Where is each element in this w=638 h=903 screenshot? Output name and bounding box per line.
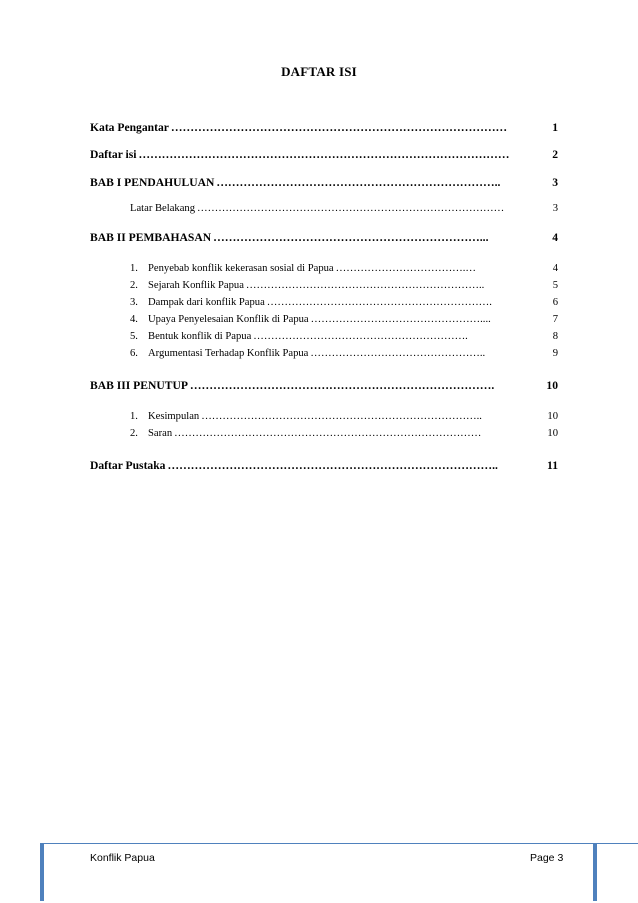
toc-page-number: 5 — [552, 280, 558, 291]
toc-page-number: 9 — [552, 348, 558, 359]
toc-leader: ………………………………………………………. — [266, 297, 492, 308]
toc-entry-daftar-pustaka[interactable] — [90, 459, 558, 475]
toc-leader: ………………………………………….... — [310, 314, 491, 325]
toc-entry-label: Argumentasi Terhadap Konflik Papua — [148, 348, 309, 359]
toc-leader: ……………………………………………………………………. — [189, 379, 495, 392]
toc-page-number: 10 — [547, 411, 558, 422]
toc-entry-label: Dampak dari konflik Papua — [148, 297, 265, 308]
footer-divider — [40, 843, 638, 844]
toc-leader: …………………………………………………………………………… — [197, 203, 505, 214]
toc-entry-number: 3. — [130, 297, 138, 308]
toc-entry-bab-2[interactable] — [90, 231, 558, 247]
toc-page-number: 8 — [552, 331, 558, 342]
toc-entry-bab-3[interactable] — [90, 379, 558, 395]
toc-leader: ……………………………………………………………... — [213, 231, 489, 244]
toc-entry-label: Saran — [148, 428, 173, 439]
toc-entry-label: Kata Pengantar — [90, 121, 169, 134]
toc-leader: …………………………………………………………………………… — [170, 121, 508, 134]
toc-entry-label: Latar Belakang — [130, 203, 196, 214]
footer-document-title: Konflik Papua — [90, 852, 155, 864]
toc-entry-label: Penyebab konflik kekerasan sosial di Papua — [148, 263, 334, 274]
toc-page-number: 1 — [552, 121, 558, 134]
toc-page-number: 4 — [552, 263, 558, 274]
toc-entry-latar-belakang[interactable] — [130, 203, 558, 219]
toc-entry-label: Kesimpulan — [148, 411, 200, 422]
toc-page-number: 11 — [547, 459, 558, 472]
toc-page-number: 10 — [547, 428, 558, 439]
toc-entry-label: BAB III PENUTUP — [90, 379, 188, 392]
toc-page-number: 3 — [552, 176, 558, 189]
toc-page-number: 4 — [552, 231, 558, 244]
toc-leader: ……………………………………………………. — [253, 331, 468, 342]
toc-page-number: 10 — [546, 379, 558, 392]
toc-leader: ……………………………….… — [335, 263, 477, 274]
toc-entry-kesimpulan[interactable] — [130, 411, 558, 427]
toc-entry-saran[interactable] — [130, 428, 558, 444]
toc-entry-number: 5. — [130, 331, 138, 342]
toc-entry-argumentasi[interactable] — [130, 348, 558, 364]
toc-page-number: 3 — [552, 203, 558, 214]
toc-leader: ………………………………………………………….. — [245, 280, 485, 291]
footer-accent-bar-left — [40, 843, 44, 901]
toc-page-number: 2 — [552, 148, 558, 161]
toc-entry-dampak-konflik[interactable] — [130, 297, 558, 313]
toc-entry-upaya-penyelesaian[interactable] — [130, 314, 558, 330]
toc-leader: ………………………………………….. — [310, 348, 486, 359]
footer-page-number: Page 3 — [530, 852, 564, 864]
toc-entry-number: 6. — [130, 348, 138, 359]
toc-leader: …………………………………………………………………………… — [174, 428, 482, 439]
footer-accent-bar-right — [593, 843, 597, 901]
toc-entry-number: 1. — [130, 411, 138, 422]
toc-entry-bentuk-konflik[interactable] — [130, 331, 558, 347]
toc-entry-label: Bentuk konflik di Papua — [148, 331, 252, 342]
toc-entry-number: 2. — [130, 428, 138, 439]
toc-entry-daftar-isi[interactable] — [90, 148, 558, 164]
toc-leader: …………………………………………………………………….. — [201, 411, 482, 422]
toc-entry-bab-1[interactable] — [90, 176, 558, 192]
toc-entry-label: BAB II PEMBAHASAN — [90, 231, 212, 244]
toc-entry-label: BAB I PENDAHULUAN — [90, 176, 215, 189]
toc-leader: ……………………………………………………………….. — [216, 176, 501, 189]
toc-entry-sejarah-konflik[interactable] — [130, 280, 558, 296]
toc-page-number: 7 — [552, 314, 558, 325]
toc-entry-label: Upaya Penyelesaian Konflik di Papua — [148, 314, 309, 325]
toc-entry-number: 4. — [130, 314, 138, 325]
toc-entry-kata-pengantar[interactable] — [90, 121, 558, 137]
toc-entry-number: 1. — [130, 263, 138, 274]
toc-leader: …………………………………………………………………………………… — [138, 148, 510, 161]
toc-entry-label: Sejarah Konflik Papua — [148, 280, 244, 291]
toc-entry-label: Daftar isi — [90, 148, 137, 161]
toc-entry-label: Daftar Pustaka — [90, 459, 166, 472]
toc-page-number: 6 — [552, 297, 558, 308]
toc-leader: ………………………………………………………………………….. — [167, 459, 498, 472]
page-title: DAFTAR ISI — [281, 64, 357, 79]
toc-entry-number: 2. — [130, 280, 138, 291]
toc-entry-penyebab-konflik[interactable] — [130, 263, 558, 279]
